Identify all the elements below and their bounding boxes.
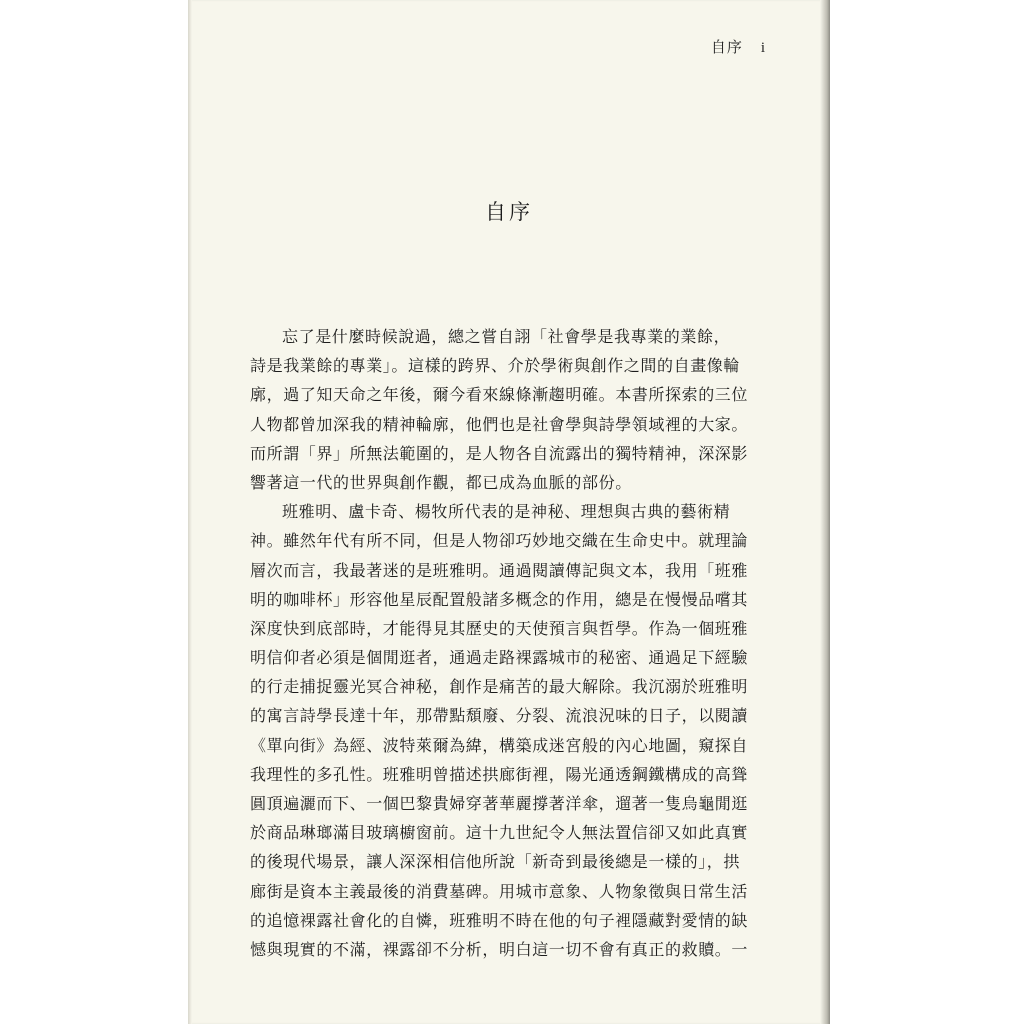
book-page xyxy=(188,0,830,1024)
text-line: 廓，過了知天命之年後，爾今看來線條漸趨明確。本書所探索的三位 xyxy=(250,385,749,405)
text-line: 響著這一代的世界與創作觀，都已成為血脈的部份。 xyxy=(250,472,632,492)
text-line: 於商品琳瑯滿目玻璃櫥窗前。這十九世紀令人無法置信卻又如此真實 xyxy=(250,823,749,843)
text-line: 明的咖啡杯」形容他星辰配置般諸多概念的作用，總是在慢慢品嚐其 xyxy=(250,589,749,609)
chapter-title: 自序 xyxy=(485,200,533,224)
text-line: 而所謂「界」所無法範圍的，是人物各自流露出的獨特精神，深深影 xyxy=(250,443,749,463)
running-header xyxy=(711,36,766,57)
text-line: 忘了是什麼時候說過，總之嘗自詡「社會學是我專業的業餘， xyxy=(282,327,731,346)
text-line: 的行走捕捉靈光冥合神秘，創作是痛苦的最大解除。我沉溺於班雅明 xyxy=(250,677,749,697)
text-line: 詩是我業餘的專業」。這樣的跨界、介於學術與創作之間的自畫像輪 xyxy=(250,356,741,376)
page-edge-shadow xyxy=(820,0,830,1024)
text-line: 圓頂遍灑而下、一個巴黎貴婦穿著華麗撐著洋傘，遛著一隻烏龜閒逛 xyxy=(250,794,749,813)
page-number: i xyxy=(760,40,766,56)
text-line: 的後現代場景，讓人深深相信他所說「新奇到最後總是一樣的」，拱 xyxy=(250,852,741,872)
body-text xyxy=(250,322,770,964)
text-line: 人物都曾加深我的精神輪廓，他們也是社會學與詩學領域裡的大家。 xyxy=(250,414,749,434)
text-line: 班雅明、盧卡奇、楊牧所代表的是神秘、理想與古典的藝術精 xyxy=(282,502,731,522)
text-line: 層次而言，我最著迷的是班雅明。通過閱讀傳記與文本，我用「班雅 xyxy=(250,560,749,580)
text-line: 《單向街》為經、波特萊爾為緯，構築成迷宮般的內心地圖，窺探自 xyxy=(250,735,749,755)
text-line: 深度快到底部時，才能得見其歷史的天使預言與哲學。作為一個班雅 xyxy=(250,618,749,638)
running-header-title: 自序 xyxy=(710,38,743,56)
text-line: 的追憶裸露社會化的自憐，班雅明不時在他的句子裡隱藏對愛情的缺 xyxy=(250,910,749,930)
text-line: 憾與現實的不滿，裸露卻不分析，明白這一切不會有真正的救贖。一 xyxy=(250,939,749,959)
text-line: 的寓言詩學長達十年，那帶點頹廢、分裂、流浪況味的日子，以閱讀 xyxy=(250,706,749,726)
page-gutter-shadow xyxy=(188,0,192,1024)
text-line: 廊街是資本主義最後的消費墓碑。用城市意象、人物象徵與日常生活 xyxy=(250,881,749,901)
text-line: 神。雖然年代有所不同，但是人物卻巧妙地交織在生命史中。就理論 xyxy=(250,531,749,551)
text-line: 我理性的多孔性。班雅明曾描述拱廊街裡，陽光通透鋼鐵構成的高聳 xyxy=(250,764,749,784)
text-line: 明信仰者必須是個閒逛者，通過走路裸露城市的秘密、通過足下經驗 xyxy=(250,648,749,668)
